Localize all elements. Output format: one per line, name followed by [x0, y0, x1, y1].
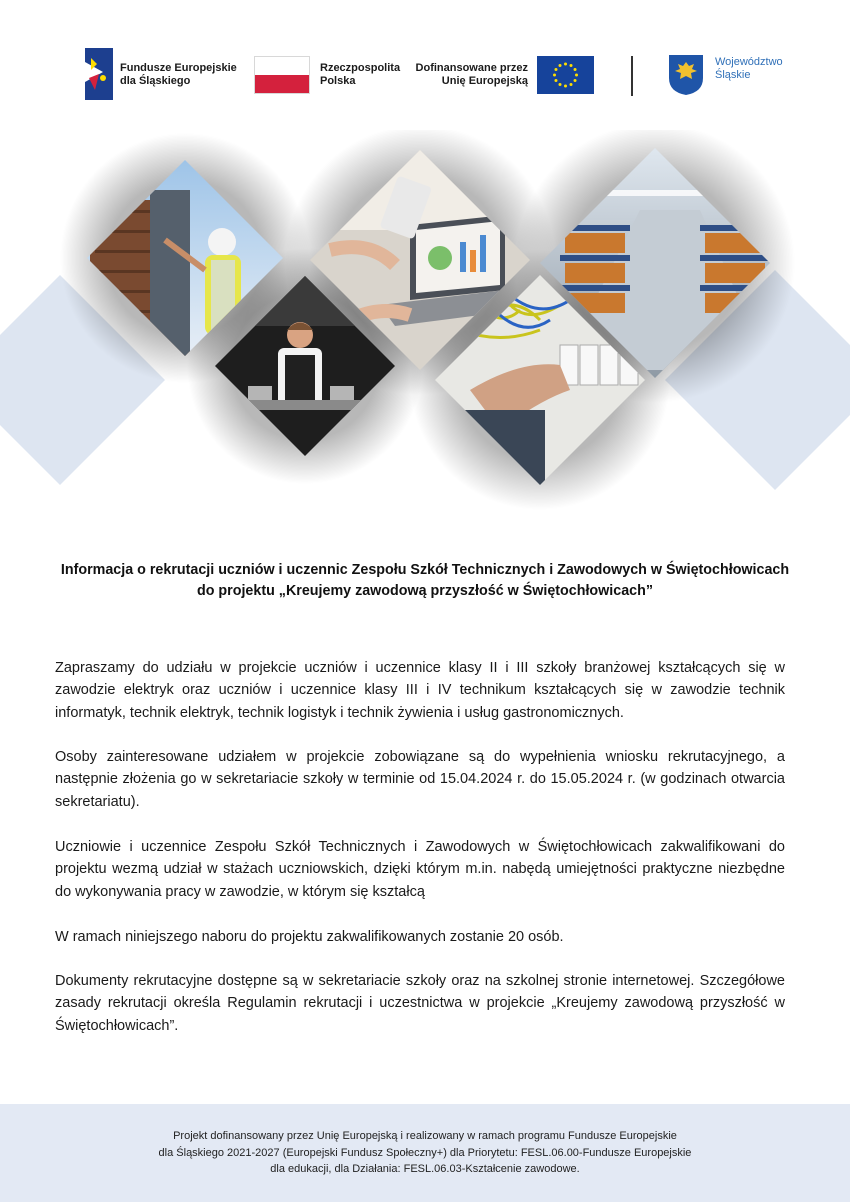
- ue-logo-text: [410, 62, 528, 88]
- title-line2: do projektu „Kreujemy zawodową przyszłość w Świętochłowicach”: [196, 583, 653, 599]
- eu-star-icon: [575, 74, 578, 77]
- paragraph-application: Osoby zainteresowane udziałem w projekcie zobowiązane są do wypełnienia wniosku rekrutacyjnego, a następnie złożenia go w sekretariacie szkoły w terminie od 15.04.2024 r. do 15.05.2024 r. (w godzinach otwarcia sekretariatu).: [55, 749, 785, 810]
- eu-star-icon: [559, 64, 562, 67]
- eu-flag-icon: [537, 56, 594, 99]
- fe-logo-line2: dla Śląskiego: [120, 75, 191, 87]
- fe-logo-line1: Fundusze Europejskie: [120, 62, 237, 74]
- paragraph-participants: W ramach niniejszego naboru do projektu zakwalifikowanych zostanie 20 osób.: [55, 929, 564, 945]
- fe-logo-text: [120, 62, 237, 88]
- eu-star-icon: [570, 64, 573, 67]
- page-title: [40, 560, 810, 602]
- eu-star-icon: [554, 68, 557, 71]
- footer-text: [60, 1128, 790, 1178]
- paragraph-invitation: Zapraszamy do udziału w projekcie uczniów i uczennice klasy II i III szkoły branżowej kształcących się w zawodzie elektryk oraz uczniów i uczennice klasy III i IV technikum kształcących się w zawodzie technik informatyk, technik elektryk, technik logistyk i technik żywienia i usług gastronomicznych.: [55, 660, 785, 721]
- pl-flag-icon: [254, 56, 310, 94]
- logo-divider: [631, 56, 633, 96]
- fe-logo: [85, 48, 113, 105]
- ws-logo-text: [715, 56, 783, 82]
- eu-star-icon: [574, 79, 577, 82]
- eu-star-icon: [559, 83, 562, 86]
- eu-star-icon: [554, 79, 557, 82]
- fe-logo-icon: [85, 48, 113, 100]
- ws-logo-line1: Województwo: [715, 56, 783, 68]
- photo-collage: [0, 130, 850, 530]
- rp-logo-text: [320, 62, 400, 88]
- paragraph-internships: Uczniowie i uczennice Zespołu Szkół Technicznych i Zawodowych w Świętochłowicach zakwalifikowani do projektu wezmą udział w stażach uczniowskich, dzięki którym m.in. nabędą umiejętności praktyczne niezbędne do wykonywania pracy w zawodzie, w którym się kształcą: [55, 839, 785, 900]
- footer-line2: dla Śląskiego 2021-2027 (Europejski Fundusz Społeczny+) dla Priorytetu: FESL.06.00-Fundusze Europejskie: [158, 1146, 692, 1159]
- ws-crest-icon: [668, 54, 704, 101]
- eu-star-icon: [564, 85, 567, 88]
- rp-logo-line1: Rzeczpospolita: [320, 62, 401, 74]
- paragraph-documents: Dokumenty rekrutacyjne dostępne są w sekretariacie szkoły oraz na szkolnej stronie internetowej. Szczegółowe zasady rekrutacji określa Regulamin rekrutacji i uczestnictwa w projekcie „Kreujemy zawodową przyszłość w Świętochłowicach”.: [55, 973, 785, 1034]
- footer-line3: dla edukacji, dla Działania: FESL.06.03-Kształcenie zawodowe.: [270, 1163, 580, 1175]
- ws-logo-line2: Śląskie: [715, 69, 751, 81]
- eu-star-icon: [570, 83, 573, 86]
- eu-star-icon: [553, 74, 556, 77]
- ue-logo-line1: Dofinansowane przez: [415, 62, 528, 74]
- rp-logo-line2: Polska: [320, 75, 356, 87]
- ue-logo-line2: Unię Europejską: [441, 75, 528, 87]
- eu-star-icon: [574, 68, 577, 71]
- title-line1: Informacja o rekrutacji uczniów i uczennic Zespołu Szkół Technicznych i Zawodowych w Świętochłowicach: [60, 562, 790, 578]
- logo-bar: [0, 40, 850, 110]
- footer-line1: Projekt dofinansowany przez Unię Europejską i realizowany w ramach programu Fundusze Europejskie: [173, 1130, 677, 1142]
- eu-star-icon: [564, 63, 567, 66]
